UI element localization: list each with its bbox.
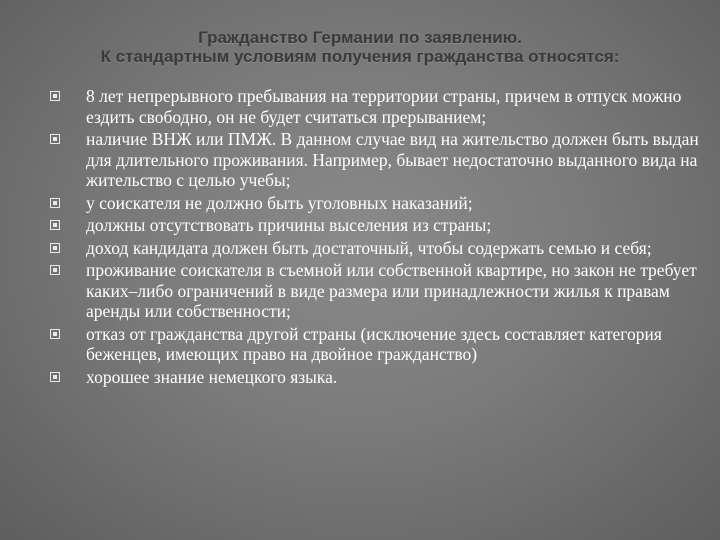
list-item xyxy=(50,260,705,322)
square-bullet-icon xyxy=(50,129,86,144)
square-bullet-icon xyxy=(50,367,86,382)
list-item xyxy=(50,193,705,214)
square-bullet-icon xyxy=(50,215,86,230)
list-item xyxy=(50,367,705,388)
slide-title xyxy=(0,28,720,66)
square-bullet-icon xyxy=(50,86,86,101)
square-bullet-icon xyxy=(50,193,86,208)
slide-title-line-2: К стандартным условиям получения гражданства относятся: xyxy=(100,47,620,66)
list-item-text: доход кандидата должен быть достаточный, чтобы содержать семью и себя; xyxy=(86,237,652,258)
list-item xyxy=(50,238,705,259)
list-item xyxy=(50,86,705,127)
list-item xyxy=(50,215,705,236)
list-item-text: проживание соискателя в съемной или собственной квартире, но закон не требует каких–либо ограничений в виде размера или принадлежности жилья к правам аренды или собственности; xyxy=(86,260,697,321)
list-item-text: 8 лет непрерывного пребывания на территории страны, причем в отпуск можно ездить свободно, он не будет считаться прерыванием; xyxy=(86,86,682,127)
list-item-text: у соискателя не должно быть уголовных наказаний; xyxy=(86,192,473,213)
list-item-text: наличие ВНЖ или ПМЖ. В данном случае вид на жительство должен быть выдан для длительного проживания. Например, бывает недостаточно выданного вида на жительство с целью учебы; xyxy=(86,129,699,190)
slide-title-line-1: Гражданство Германии по заявлению. xyxy=(198,28,522,47)
list-item xyxy=(50,324,705,365)
conditions-list xyxy=(50,86,705,389)
square-bullet-icon xyxy=(50,238,86,253)
list-item-text: должны отсутствовать причины выселения из страны; xyxy=(86,215,492,235)
list-item xyxy=(50,129,705,191)
square-bullet-icon xyxy=(50,260,86,275)
square-bullet-icon xyxy=(50,324,86,339)
list-item-text: отказ от гражданства другой страны (исключение здесь составляет категория беженцев, имеющих право на двойное гражданство) xyxy=(86,323,662,364)
list-item-text: хорошее знание немецкого языка. xyxy=(86,366,338,387)
